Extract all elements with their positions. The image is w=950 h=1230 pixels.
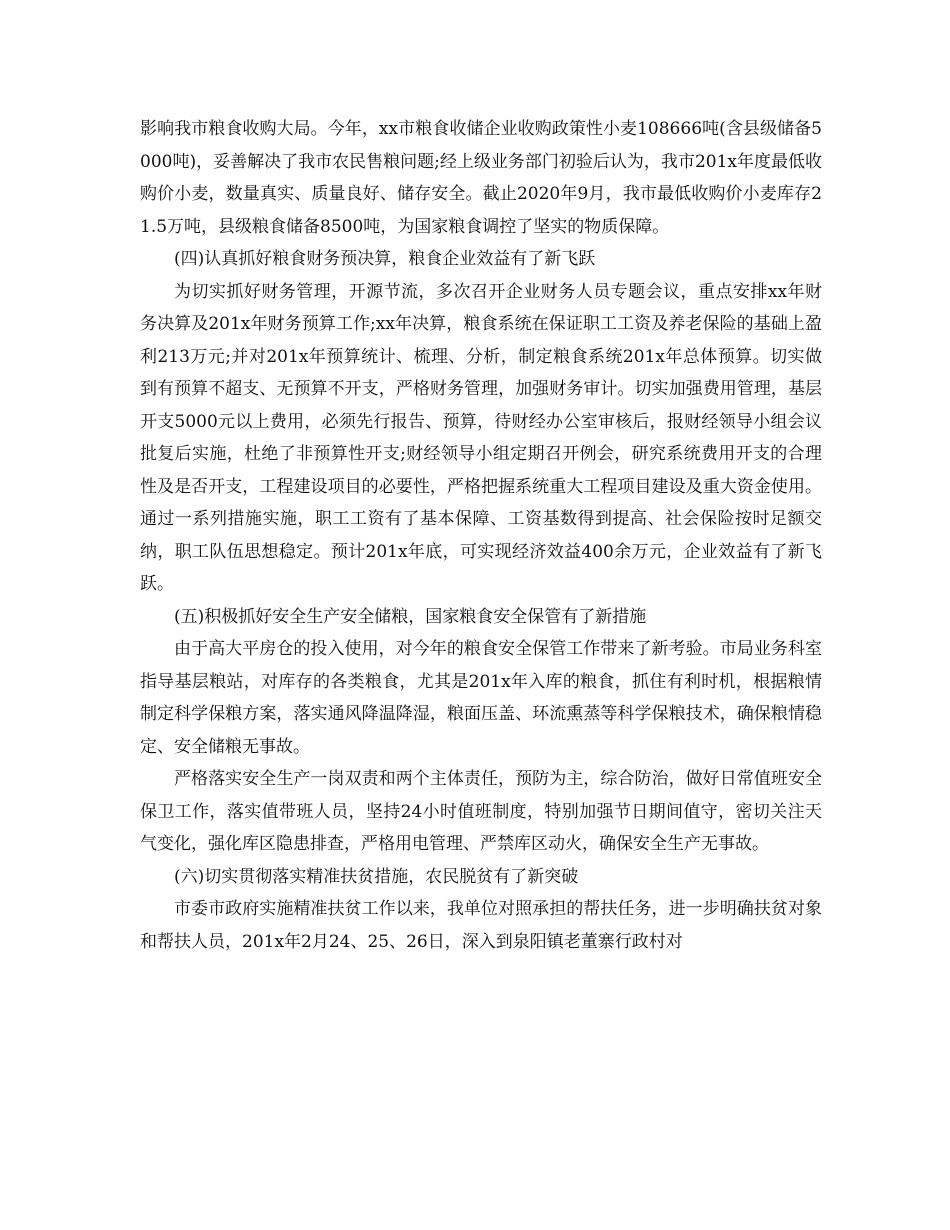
paragraph-safety-production: 严格落实安全生产一岗双责和两个主体责任，预防为主，综合防治，做好日常值班安全保卫工作，落实值带班人员，坚持24小时值班制度，特别加强节日期间值守，密切关注天气变化，强化库区隐患排查，严格用电管理、严禁库区动火，确保安全生产无事故。 [140, 769, 822, 854]
heading-section-six: (六)切实贯彻落实精准扶贫措施，农民脱贫有了新突破 [174, 866, 579, 887]
paragraph-financial-management: 为切实抓好财务管理，开源节流，多次召开企业财务人员专题会议，重点安排xx年财务决算及201x年财务预算工作;xx年决算，粮食系统在保证职工工资及养老保险的基础上盈利213万元;并对201x年预算统计、梳理、分析，制定粮食系统201x年总体预算。切实做到有预算不超支、无预算不开支，严格财务管理，加强财务审计。切实加强费用管理，基层开支5000元以上费用，必须先行报告、预算，待财经办公室审核后，报财经领导小组会议批复后实施，杜绝了非预算性开支;财经领导小组定期召开例会，研究系统费用开支的合理性及是否开支，工程建设项目的必要性，严格把握系统重大工程项目建设及重大资金使用。通过一系列措施实施，职工工资有了基本保障、工资基数得到提高、社会保险按时足额交纳，职工队伍思想稳定。预计201x年底，可实现经济效益400余万元，企业效益有了新飞跃。 [140, 281, 822, 594]
heading-section-five: (五)积极抓好安全生产安全储粮，国家粮食安全保管有了新措施 [174, 606, 647, 627]
paragraph-poverty-alleviation: 市委市政府实施精准扶贫工作以来，我单位对照承担的帮扶任务，进一步明确扶贫对象和帮扶人员，201x年2月24、25、26日，深入到泉阳镇老董寨行政村对 [140, 899, 822, 952]
document-page [140, 113, 822, 958]
paragraph-grain-purchase: 影响我市粮食收购大局。今年，xx市粮食收储企业收购政策性小麦108666吨(含县级储备5000吨)，妥善解决了我市农民售粮问题;经上级业务部门初验后认为，我市201x年度最低收购价小麦，数量真实、质量良好、储存安全。截止2020年9月，我市最低收购价小麦库存21.5万吨，县级粮食储备8500吨，为国家粮食调控了坚实的物质保障。 [140, 119, 822, 237]
paragraph-grain-storage: 由于高大平房仓的投入使用，对今年的粮食安全保管工作带来了新考验。市局业务科室指导基层粮站，对库存的各类粮食，尤其是201x年入库的粮食，抓住有利时机，根据粮情制定科学保粮方案，落实通风降温降湿，粮面压盖、环流熏蒸等科学保粮技术，确保粮情稳定、安全储粮无事故。 [140, 639, 822, 757]
heading-section-four: (四)认真抓好粮食财务预决算，粮食企业效益有了新飞跃 [174, 249, 596, 269]
